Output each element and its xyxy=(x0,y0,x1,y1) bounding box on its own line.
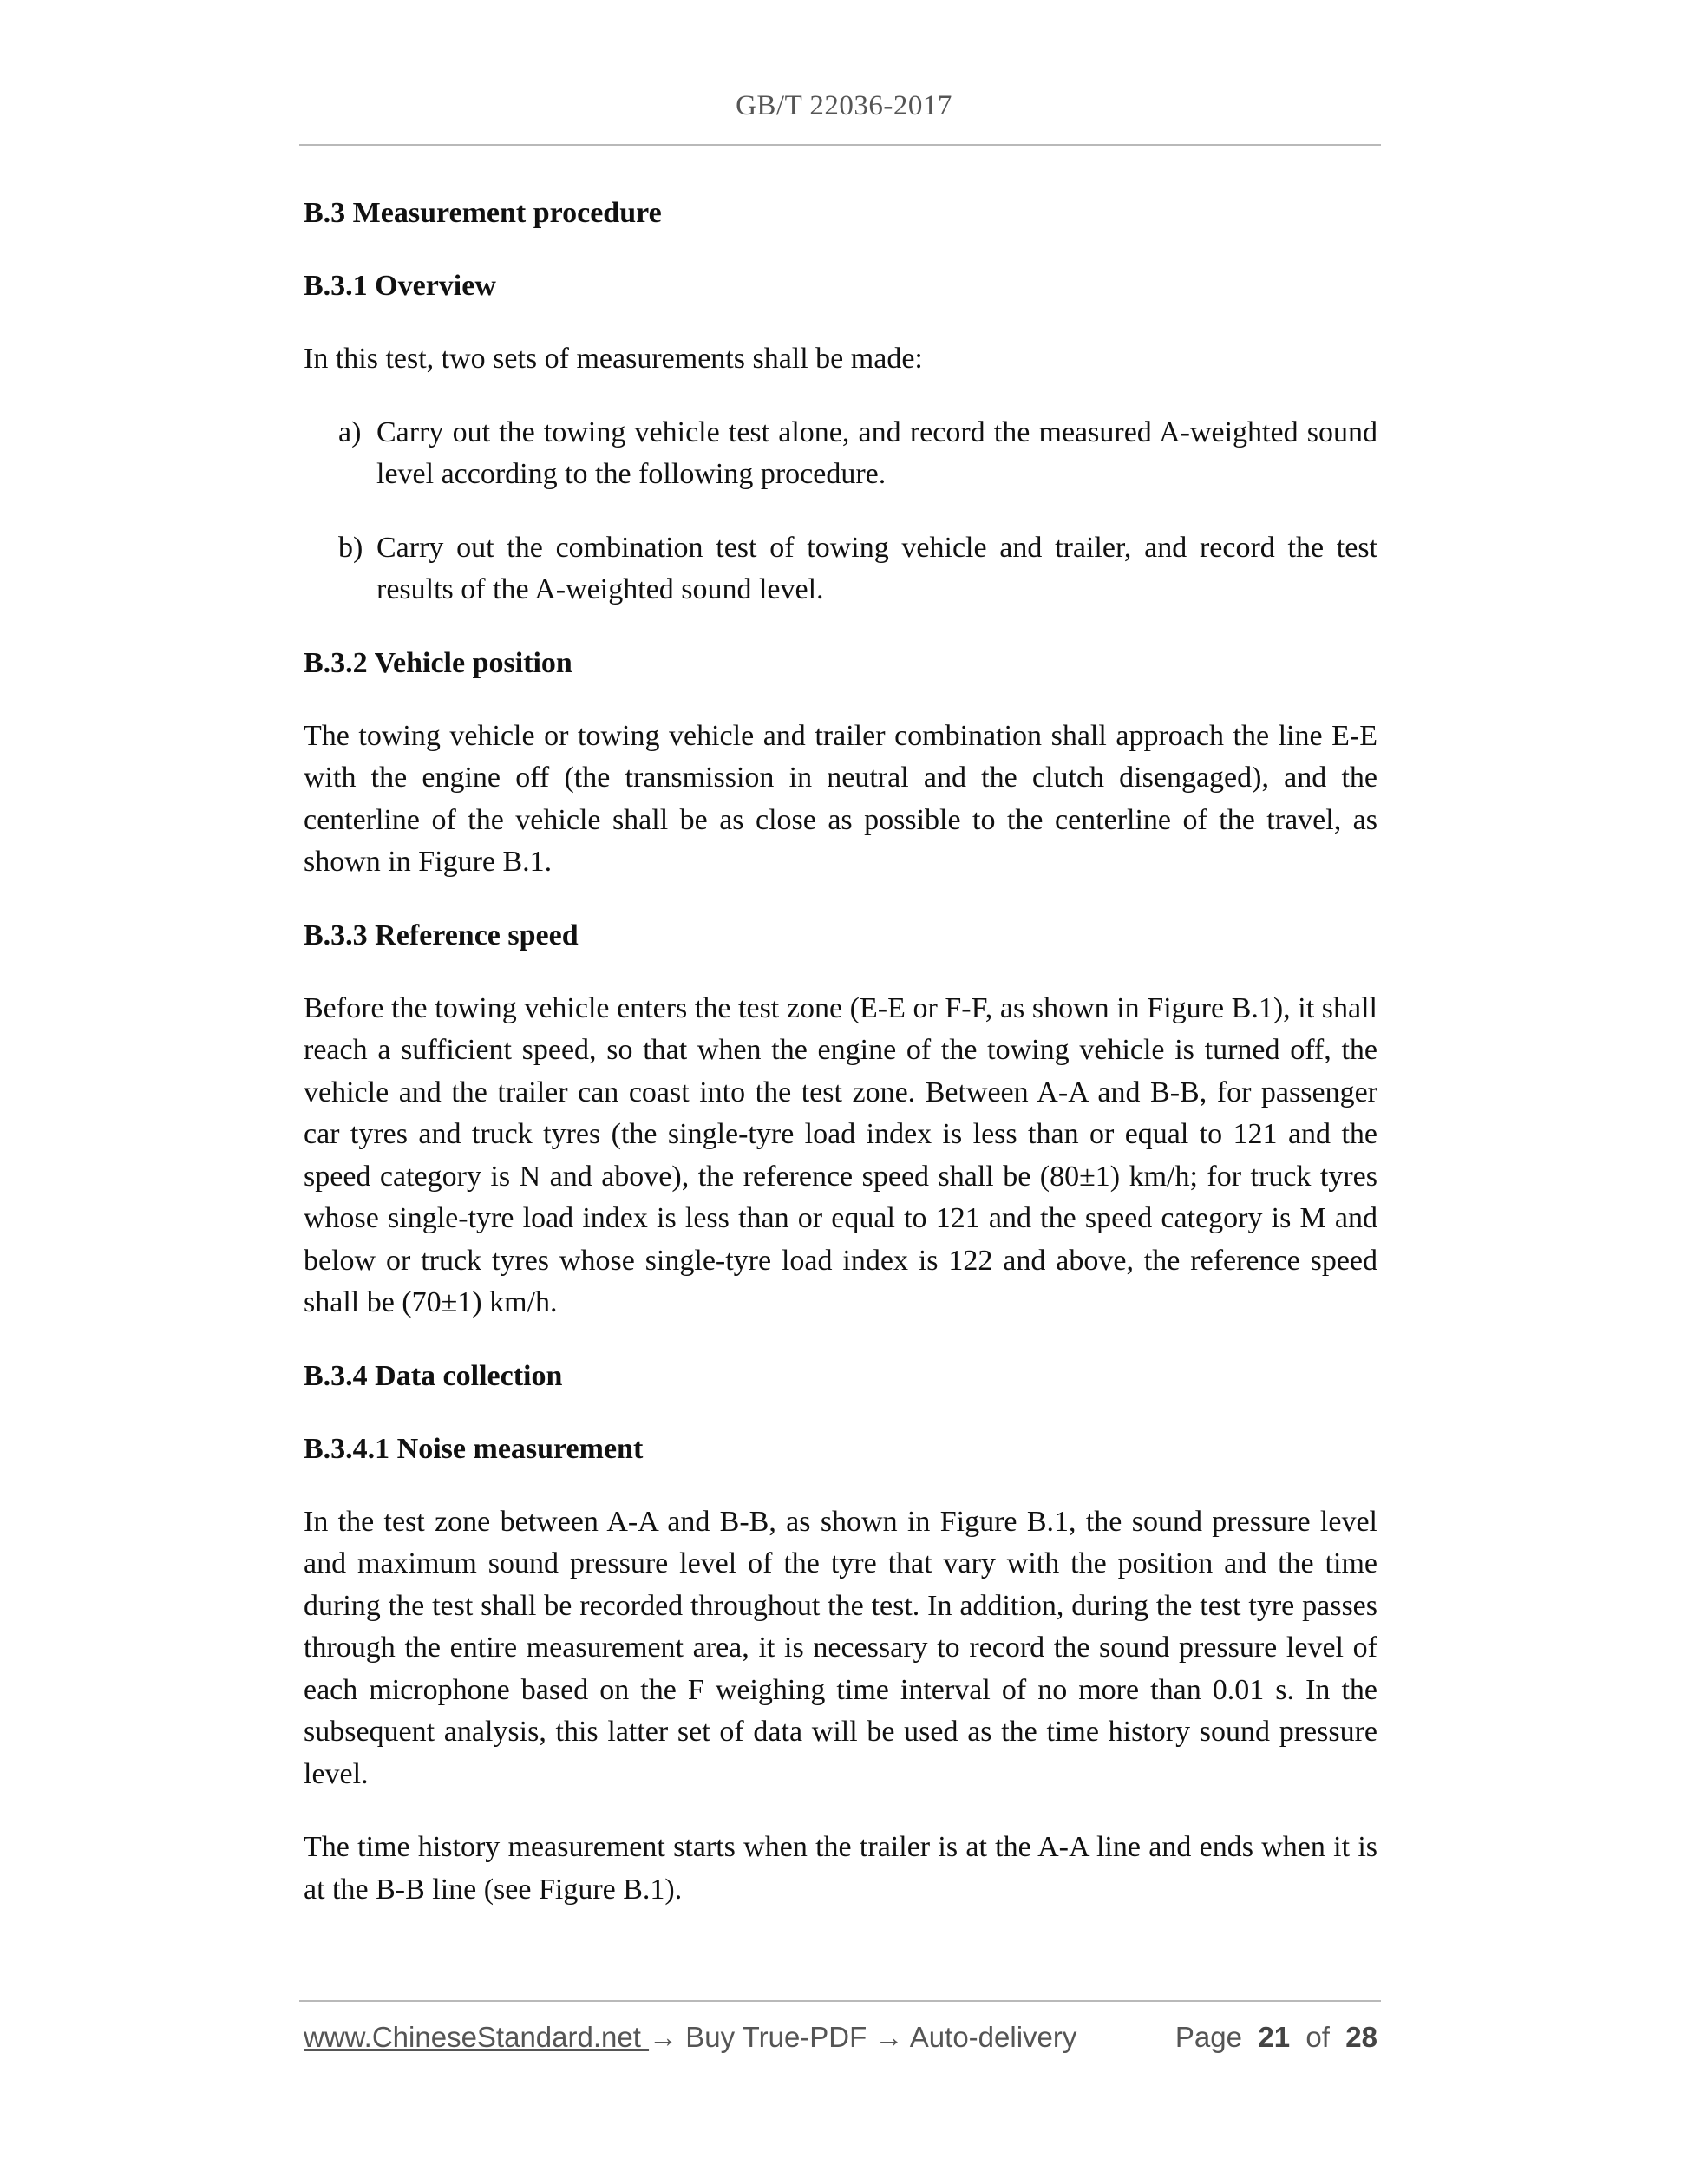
page-footer xyxy=(304,2021,1377,2064)
footer-rule xyxy=(299,2000,1381,2002)
list-item xyxy=(304,527,1377,611)
vehicle-position-paragraph: The towing vehicle or towing vehicle and trailer combination shall approach the line E-E with the engine off (the transmission in neutral and the clutch disengaged), and the centerline of the vehicle shall be as close as possible to the centerline of the travel, as shown in Figure B.1. xyxy=(304,719,1377,878)
section-heading-b33: B.3.3 Reference speed xyxy=(304,919,579,951)
footer-promo-text: → Buy True-PDF → Auto-delivery xyxy=(649,2021,1077,2053)
section-heading-b31: B.3.1 Overview xyxy=(304,270,496,302)
page-label: Page xyxy=(1174,2021,1242,2053)
reference-speed-paragraph: Before the towing vehicle enters the test zone (E-E or F-F, as shown in Figure B.1), it shall reach a sufficient speed, so that when the engine of the towing vehicle is turned off, the vehicle and the trailer can coast into the test zone. Between A-A and B-B, for passenger car tyres and truck tyres (the single-tyre load index is less than or equal to 121 and the speed category is N and above), the reference speed shall be (80±1) km/h; for truck tyres whose single-tyre load index is less than or equal to 121 and the speed category is M and below or truck tyres whose single-tyre load index is 122 and above, the reference speed shall be (70±1) km/h. xyxy=(304,991,1377,1318)
list-marker: b) xyxy=(338,531,363,564)
section-heading-b34: B.3.4 Data collection xyxy=(304,1359,563,1392)
page-total: 28 xyxy=(1345,2021,1377,2053)
page-number: 21 xyxy=(1258,2021,1291,2053)
running-header: GB/T 22036-2017 xyxy=(736,90,952,121)
section-heading-b3: B.3 Measurement procedure xyxy=(304,197,662,229)
overview-intro: In this test, two sets of measurements shall be made: xyxy=(304,343,923,375)
of-label: of xyxy=(1305,2021,1330,2053)
list-item-text: Carry out the towing vehicle test alone, and record the measured A-weighted sound level according to the following procedure. xyxy=(376,415,1377,490)
footer-promo xyxy=(304,2021,1076,2054)
list-item xyxy=(304,412,1377,496)
noise-measurement-paragraph: In the test zone between A-A and B-B, as shown in Figure B.1, the sound pressure level and maximum sound pressure level of the tyre that vary with the position and the time during the test shall be recorded throughout the test. In addition, during the test tyre passes through the entire measurement area, it is necessary to record the sound pressure level of each microphone based on the F weighing time interval of no more than 0.01 s. In the subsequent analysis, this latter set of data will be used as the time history sound pressure level. xyxy=(304,1505,1377,1790)
time-history-paragraph: The time history measurement starts when the trailer is at the A-A line and ends when it is at the B-B line (see Figure B.1). xyxy=(304,1831,1377,1906)
page-content xyxy=(304,193,1377,1942)
header-rule xyxy=(299,144,1381,146)
section-heading-b32: B.3.2 Vehicle position xyxy=(304,646,572,679)
list-item-text: Carry out the combination test of towing vehicle and trailer, and record the test results of the A-weighted sound level. xyxy=(376,531,1377,605)
page-indicator xyxy=(1175,2021,1377,2054)
section-heading-b341: B.3.4.1 Noise measurement xyxy=(304,1432,644,1465)
website-link[interactable]: www.ChineseStandard.net xyxy=(304,2021,650,2053)
list-marker: a) xyxy=(338,415,362,448)
